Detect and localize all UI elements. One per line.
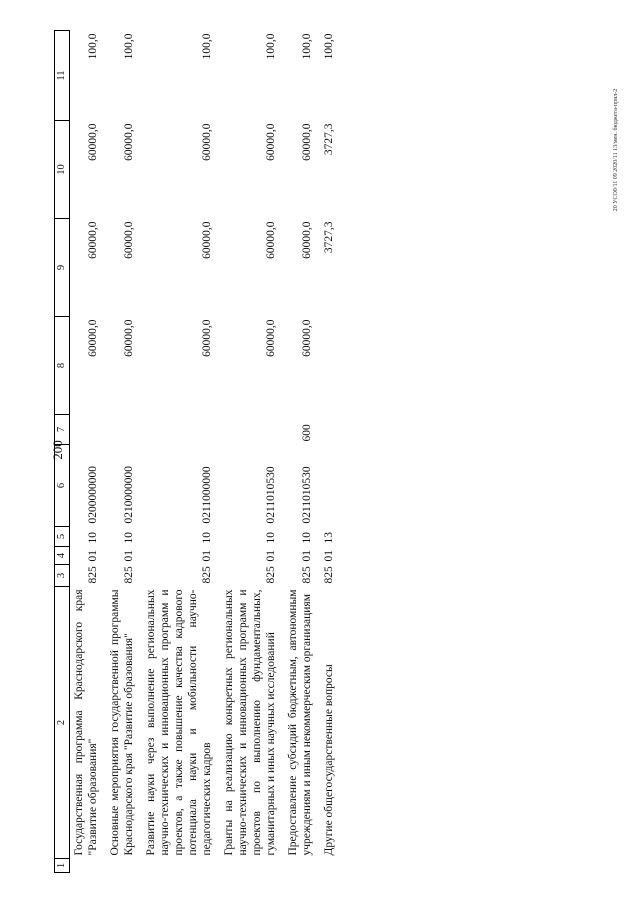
percent-col11: 100,0 [201,33,213,60]
table-row [142,31,220,873]
target-article-code: 0211010530 [301,466,313,524]
subsection-code: 10 [265,532,277,544]
amount-col10: 60000,0 [123,123,135,161]
subsection-code: 10 [301,532,313,544]
percent-col11: 100,0 [301,33,313,60]
column-header: 7 [55,415,70,445]
percent-col11: 100,0 [265,33,277,60]
amount-col9: 60000,0 [301,221,313,259]
column-header: 4 [55,547,70,565]
amount-col8: 60000,0 [123,319,135,357]
column-number-header-row [55,31,70,873]
section-code: 01 [301,550,313,562]
amount-col9: 60000,0 [123,221,135,259]
column-header: 6 [55,445,70,527]
expense-type-code [220,415,284,445]
amount-col10: 60000,0 [87,123,99,161]
subsection-code: 13 [323,532,335,544]
ministry-code: 825 [323,566,335,584]
section-code: 01 [123,550,135,562]
ministry-code: 825 [87,566,99,584]
percent-col11: 100,0 [123,33,135,60]
percent-col11: 100,0 [323,33,335,60]
section-code: 01 [87,550,99,562]
target-article-code: 0210000000 [123,466,135,524]
row-name: Основные мероприятия государственной программы Краснодарского края "Развитие образования" [109,589,135,856]
column-header: 11 [55,31,70,121]
budget-table [54,30,342,873]
table-row [70,31,107,873]
subsection-code: 10 [201,532,213,544]
amount-col8: 60000,0 [265,319,277,357]
target-article-code: 0211000000 [201,466,213,524]
expense-type-code [70,415,107,445]
column-header: 9 [55,219,70,317]
amount-col10: 60000,0 [201,123,213,161]
page-number: 200 [50,440,65,460]
column-header: 5 [55,527,70,547]
ministry-code: 825 [265,566,277,584]
ministry-code: 825 [301,566,313,584]
expense-type-code [320,415,342,445]
amount-col8 [320,317,342,415]
table-row [106,31,142,873]
amount-col9: 3727,3 [323,221,335,254]
ministry-code: 825 [123,566,135,584]
amount-col9: 60000,0 [201,221,213,259]
row-name: Другие общегосударственные вопросы [323,664,335,856]
expense-type-code [142,415,220,445]
amount-col8: 60000,0 [87,319,99,357]
rotated-page-content [54,31,586,873]
ministry-code: 825 [201,566,213,584]
percent-col11: 100,0 [87,33,99,60]
target-article-code [320,445,342,527]
subsection-code: 10 [123,532,135,544]
row-name: Предоставление субсидий бюджетным, автономным учреждениям и иным некоммерческим организациям [287,589,313,856]
table-row [320,31,342,873]
section-code: 01 [265,550,277,562]
target-article-code: 0200000000 [87,466,99,524]
amount-col9: 60000,0 [265,221,277,259]
subsection-code: 10 [87,532,99,544]
column-header: 1 [55,859,70,873]
column-header: 3 [55,565,70,587]
row-name: Гранты на реализацию конкретных региональных научно-технических и инновационных программ и проектов по выполнению фундаментальных, гуманитарных и иных научных исследований [223,589,277,856]
table-row [220,31,284,873]
amount-col10: 3727,3 [323,123,335,156]
amount-col8: 60000,0 [201,319,213,357]
amount-col8: 60000,0 [301,319,313,357]
target-article-code: 0211010530 [265,466,277,524]
amount-col10: 60000,0 [265,123,277,161]
row-name: Развитие науки через выполнение региональных научно-технических и инновационных программ и проектов, а также повышение качества кадрового потенциала науки и мобильности научно-педагогических кадров [145,589,213,856]
section-code: 01 [201,550,213,562]
amount-col9: 60000,0 [87,221,99,259]
table-row [284,31,320,873]
column-header: 10 [55,121,70,219]
row-name: Государственная программа Краснодарского края "Развитие образования" [73,589,99,856]
document-footer-code: 20 УСО0/11 09 2020/11 13/мен. бюджета-прил-2 [613,88,619,212]
section-code: 01 [323,550,335,562]
column-header: 8 [55,317,70,415]
expense-type-code: 600 [301,424,313,442]
expense-type-code [106,415,142,445]
column-header: 2 [55,587,70,859]
amount-col10: 60000,0 [301,123,313,161]
